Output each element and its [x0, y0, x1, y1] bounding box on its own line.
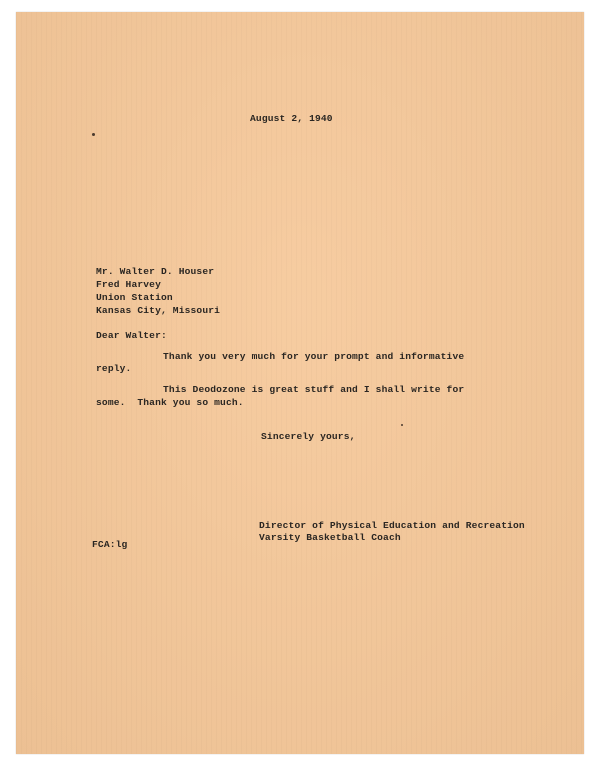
signature-title-line-2: Varsity Basketball Coach [259, 532, 401, 543]
signature-title-line-1: Director of Physical Education and Recreation [259, 520, 525, 531]
paragraph-2-line-2: some. Thank you so much. [96, 397, 244, 408]
paper-speck [92, 133, 95, 136]
recipient-building: Union Station [96, 292, 173, 303]
recipient-city: Kansas City, Missouri [96, 305, 221, 316]
paper-speck [401, 424, 403, 426]
recipient-name: Mr. Walter D. Houser [96, 266, 215, 277]
letter-date: August 2, 1940 [250, 113, 333, 124]
paragraph-2-line-1: This Deodozone is great stuff and I shall write for [163, 384, 465, 395]
reference-initials: FCA:lg [92, 539, 128, 550]
paragraph-1-line-2: reply. [96, 363, 132, 374]
recipient-company: Fred Harvey [96, 279, 161, 290]
closing: Sincerely yours, [261, 431, 356, 442]
paragraph-1-line-1: Thank you very much for your prompt and informative [163, 351, 465, 362]
salutation: Dear Walter: [96, 330, 167, 341]
